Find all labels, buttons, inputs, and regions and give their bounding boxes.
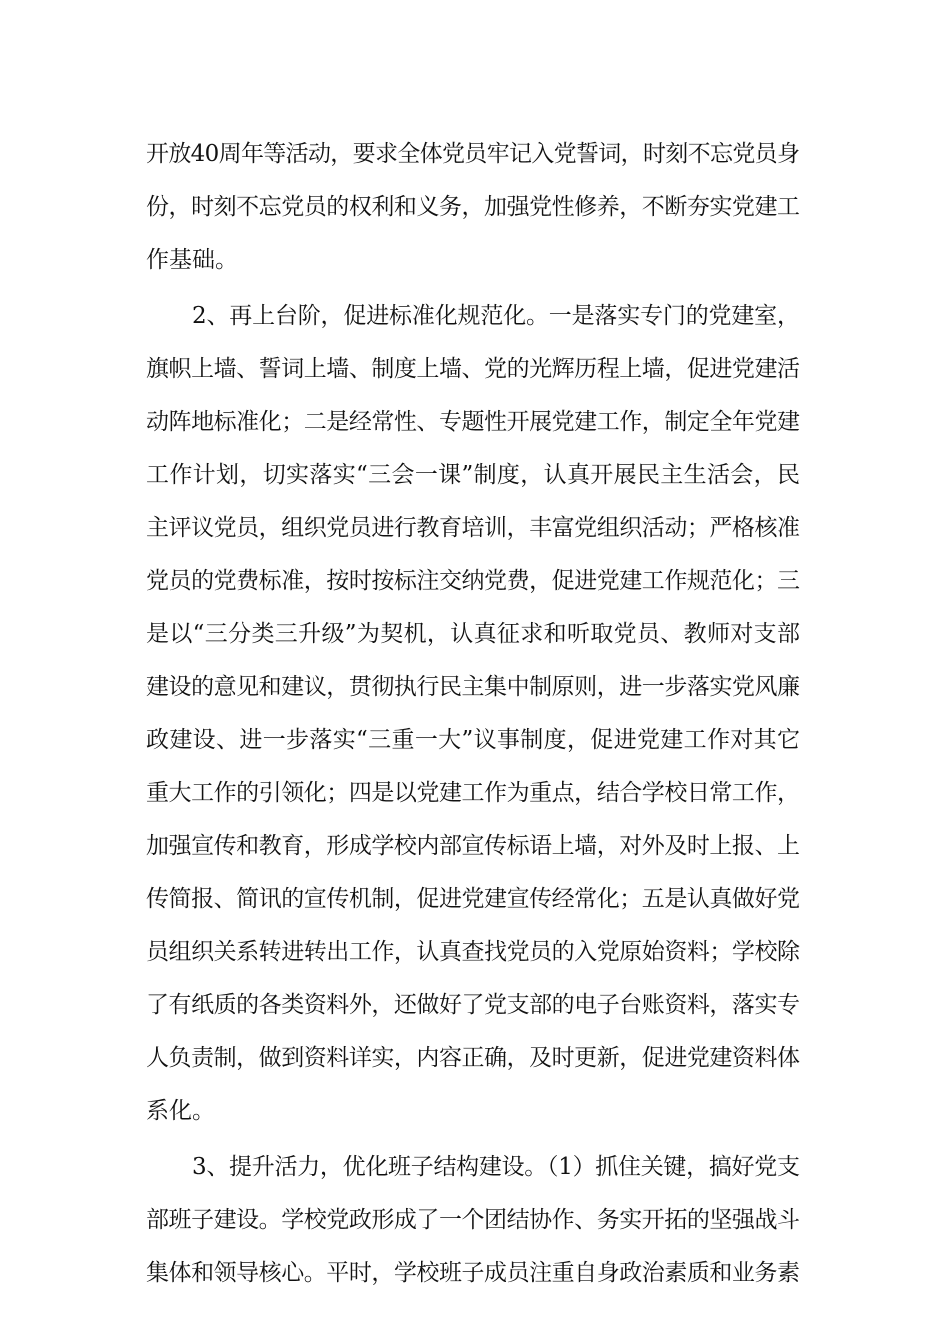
text-line-21 (0, 1194, 950, 1247)
text-line-13 (0, 767, 950, 820)
line-text: 工作计划，切实落实“三会一课”制度，认真开展民主生活会，民 (146, 462, 801, 488)
line-text: 政建设、进一步落实“三重一大”议事制度，促进党建工作对其它 (146, 727, 801, 753)
line-text: 是以“三分类三升级”为契机，认真征求和听取党员、教师对支部 (146, 621, 801, 647)
text-line-11 (0, 661, 950, 714)
line-text: 传简报、简讯的宣传机制，促进党建宣传经常化；五是认真做好党 (146, 886, 800, 912)
text-line-10 (0, 608, 950, 661)
text-line-15 (0, 873, 950, 926)
line-text: 系化。 (146, 1098, 215, 1124)
text-line-6 (0, 396, 950, 449)
text-line-8 (0, 502, 950, 555)
line-text: 人负责制，做到资料详实，内容正确，及时更新，促进党建资料体 (146, 1045, 800, 1071)
text-line-4 (0, 290, 950, 343)
text-line-17 (0, 979, 950, 1032)
text-line-19 (0, 1085, 950, 1138)
text-line-22 (0, 1247, 950, 1300)
line-text: 旗帜上墙、誓词上墙、制度上墙、党的光辉历程上墙，促进党建活 (146, 356, 800, 382)
line-text: 党员的党费标准，按时按标注交纳党费，促进党建工作规范化；三 (146, 568, 800, 594)
text-line-9 (0, 555, 950, 608)
text-line-2 (0, 181, 950, 234)
text-line-14 (0, 820, 950, 873)
text-line-20 (0, 1141, 950, 1194)
line-text: 加强宣传和教育，形成学校内部宣传标语上墙，对外及时上报、上 (146, 833, 800, 859)
line-text: 2、再上台阶，促进标准化规范化。一是落实专门的党建室， (192, 303, 800, 329)
line-text: 主评议党员，组织党员进行教育培训，丰富党组织活动；严格核准 (146, 515, 800, 541)
line-text: 开放40周年等活动，要求全体党员牢记入党誓词，时刻不忘党员身 (146, 141, 800, 167)
line-text: 3、提升活力，优化班子结构建设。（1）抓住关键，搞好党支 (192, 1154, 800, 1180)
line-text: 了有纸质的各类资料外，还做好了党支部的电子台账资料，落实专 (146, 992, 800, 1018)
line-text: 动阵地标准化；二是经常性、专题性开展党建工作，制定全年党建 (146, 409, 800, 435)
line-text: 重大工作的引领化；四是以党建工作为重点，结合学校日常工作， (146, 780, 800, 806)
text-line-5 (0, 343, 950, 396)
line-text: 建设的意见和建议，贯彻执行民主集中制原则，进一步落实党风廉 (146, 674, 800, 700)
text-line-1 (0, 128, 950, 181)
text-line-3 (0, 234, 950, 287)
text-line-12 (0, 714, 950, 767)
text-line-16 (0, 926, 950, 979)
line-text: 员组织关系转进转出工作，认真查找党员的入党原始资料；学校除 (146, 939, 800, 965)
line-text: 份，时刻不忘党员的权利和义务，加强党性修养，不断夯实党建工 (146, 194, 800, 220)
line-text: 作基础。 (146, 247, 238, 273)
text-line-7 (0, 449, 950, 502)
line-text: 部班子建设。学校党政形成了一个团结协作、务实开拓的坚强战斗 (146, 1207, 800, 1233)
text-line-18 (0, 1032, 950, 1085)
line-text: 集体和领导核心。平时，学校班子成员注重自身政治素质和业务素 (146, 1260, 800, 1286)
